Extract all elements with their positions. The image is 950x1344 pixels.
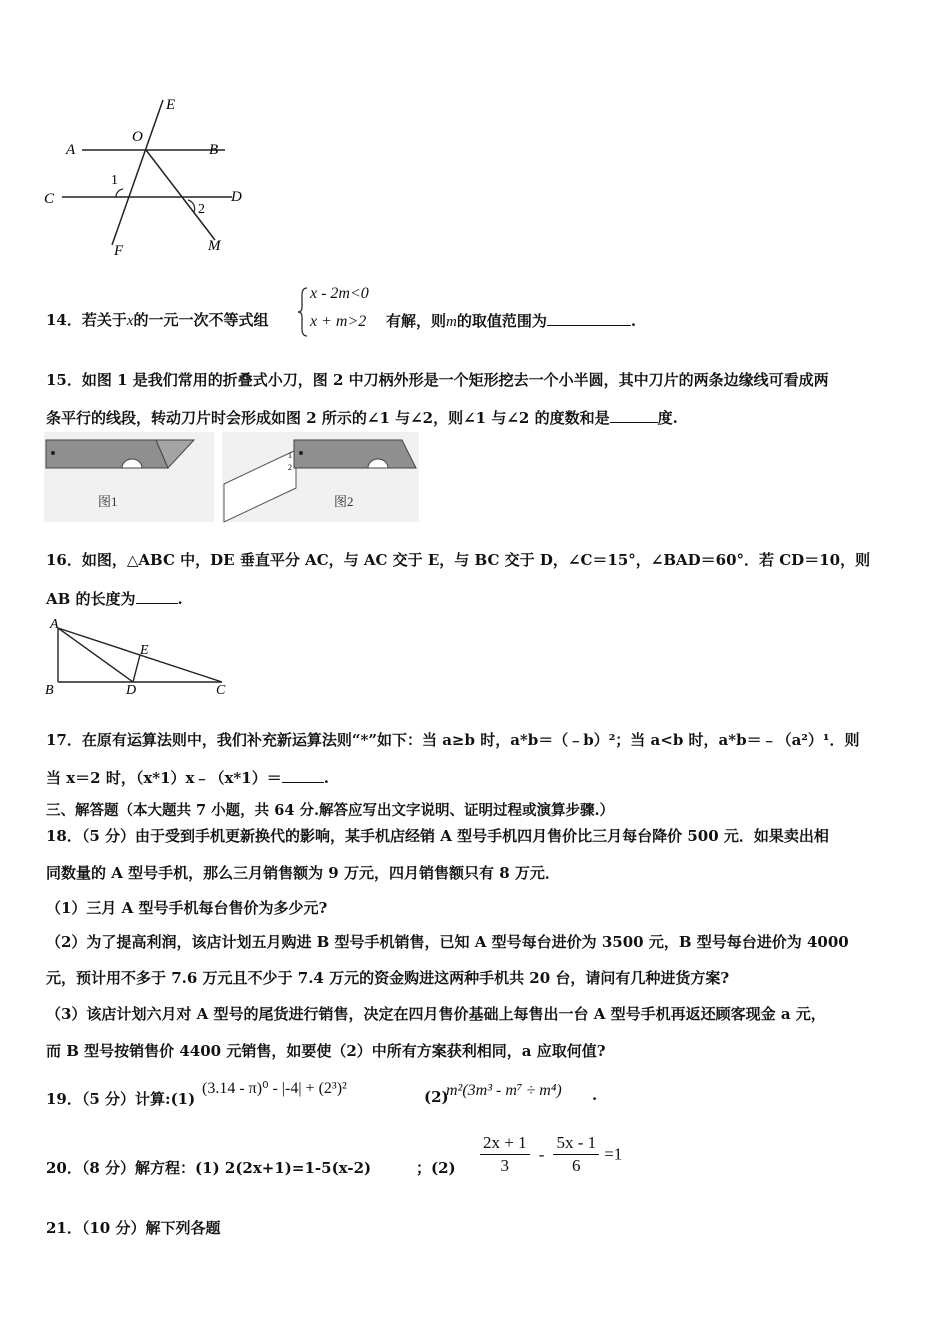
label-B: B (45, 683, 54, 698)
q17-answer-blank[interactable] (282, 766, 324, 783)
label-O: O (132, 129, 143, 145)
q19-prefix: 19．（5 分）计算:(1) (46, 1090, 196, 1108)
q14-var-m: m (446, 314, 457, 330)
q15-answer-blank[interactable] (610, 406, 658, 423)
q18-line-1: 18．（5 分）由于受到手机更新换代的影响，某手机店经销 A 型号手机四月售价比三月每台降价 500 元．如果卖出相 (46, 827, 829, 845)
label-D: D (231, 189, 242, 205)
q17-line-2-text: 当 x＝2 时，（x*1）x﹣（x*1）＝ (46, 769, 282, 787)
q18-part-1: （1）三月 A 型号手机每台售价为多少元? (46, 899, 328, 917)
line-EF (112, 100, 163, 245)
q16-line-2 (46, 587, 183, 610)
label-E: E (140, 643, 149, 658)
q14-mid: 的一元一次不等式组 (133, 311, 269, 329)
q15-line-2-end: 度. (657, 409, 678, 427)
q18-part-3-line-2: 而 B 型号按销售价 4400 元销售，如要使（2）中所有方案获利相同，a 应取何值? (46, 1042, 606, 1060)
q19-end: . (592, 1086, 598, 1104)
q17-line-2 (46, 766, 329, 789)
angle-1-label: 1 (288, 451, 292, 460)
q16-answer-blank[interactable] (136, 587, 178, 604)
label-F: F (114, 243, 124, 259)
q14-suffix: 的取值范围为 (456, 312, 547, 330)
question-20 (46, 1132, 906, 1184)
label-2: 2 (198, 202, 205, 217)
label-D: D (126, 683, 137, 698)
q20-separator: ；(2) (416, 1159, 456, 1177)
label-1: 1 (111, 173, 118, 188)
question-14 (46, 283, 906, 339)
question-19 (46, 1076, 906, 1110)
segment-DE (133, 655, 140, 682)
q14-var-x: x (126, 313, 134, 329)
knife-figures (44, 432, 419, 524)
parallel-lines-figure (40, 95, 260, 260)
q14-end: . (630, 312, 637, 330)
fraction-2-denominator: 6 (572, 1156, 581, 1175)
q16-line-2-end: . (177, 590, 183, 608)
label-C: C (216, 683, 226, 698)
label-A: A (66, 142, 76, 158)
fraction-2-numerator: 5x - 1 (553, 1132, 599, 1155)
q18-part-2-line-2: 元，预计用不多于 7.6 万元且不少于 7.4 万元的资金购进这两种手机共 20 台，请问有几种进货方案? (46, 969, 730, 987)
fraction-1-denominator: 3 (500, 1156, 510, 1175)
label-B: B (209, 142, 219, 158)
label-A: A (50, 617, 59, 632)
fraction-1-numerator: 2x + 1 (480, 1132, 530, 1155)
q15-line-2-text: 条平行的线段，转动刀片时会形成如图 2 所示的∠1 与∠2，则∠1 与∠2 的度数和是 (46, 409, 610, 427)
figure-1-label: 图1 (98, 494, 118, 509)
q15-line-2 (46, 406, 678, 429)
q18-part-3-line-1: （3）该店计划六月对 A 型号的尾货进行销售，决定在四月售价基础上每售出一台 A 型号手机再返还顾客现金 a 元， (46, 1005, 826, 1023)
q16-line-1: 16．如图，△ABC 中，DE 垂直平分 AC，与 AC 交于 E，与 BC 交于 D，∠C＝15°，∠BAD＝60°．若 CD＝10，则 (46, 551, 871, 569)
angle-1-arc (116, 189, 123, 197)
q18-part-2-line-1: （2）为了提高利润，该店计划五月购进 B 型号手机销售，已知 A 型号每台进价为 3500 元，B 型号每台进价为 4000 (46, 933, 849, 951)
rivet-fig2 (299, 451, 303, 455)
q20-rhs: =1 (604, 1144, 623, 1164)
fraction-2 (553, 1132, 599, 1177)
system-brace (298, 287, 308, 337)
q14-inequality-2: x + m>2 (310, 313, 367, 330)
label-C: C (44, 191, 55, 207)
q18-line-2: 同数量的 A 型号手机，那么三月销售额为 9 万元，四月销售额只有 8 万元． (46, 864, 560, 882)
q14-after: 有解，则 (386, 312, 447, 330)
triangle-figure (40, 614, 240, 700)
q19-part-2: (2) (424, 1088, 449, 1106)
label-E: E (166, 97, 176, 113)
q20-minus: - (538, 1144, 545, 1164)
knife-handle-fig2 (294, 440, 416, 468)
fraction-1 (480, 1132, 530, 1177)
q14-inequality-1: x - 2m<0 (310, 285, 369, 302)
q20-prefix: 20．（8 分）解方程：(1) 2(2x+1)=1-5(x-2) (46, 1159, 372, 1177)
q15-line-1: 15．如图 1 是我们常用的折叠式小刀，图 2 中刀柄外形是一个矩形挖去一个小半圆，其中刀片的两条边缘线可看成两 (46, 371, 829, 389)
q14-answer-blank[interactable] (547, 309, 631, 326)
q21-title: 21．（10 分）解下列各题 (46, 1219, 221, 1237)
q14-prefix: 14．若关于 (46, 311, 127, 329)
label-M: M (208, 238, 221, 254)
q16-line-2-text: AB 的长度为 (46, 590, 136, 608)
figure-2-label: 图2 (334, 494, 354, 509)
knife-handle-fig1 (46, 440, 168, 468)
q19-expression-1: (3.14 - π)⁰ - |-4| + (2³)² (202, 1080, 347, 1097)
segment-AD (58, 628, 133, 682)
section-3-title: 三、解答题（本大题共 7 小题，共 64 分.解答应写出文字说明、证明过程或演算步骤.） (46, 802, 615, 819)
q17-line-1: 17．在原有运算法则中，我们补充新运算法则“*”如下：当 a≥b 时，a*b＝（﹣b）²；当 a<b 时，a*b＝﹣（a²）¹．则 (46, 731, 860, 749)
q19-expression-2: m²(3m³ - m⁷ ÷ m⁴) (446, 1082, 562, 1099)
q17-line-2-end: . (323, 769, 329, 787)
angle-2-label: 2 (288, 463, 292, 472)
line-OM (146, 150, 215, 240)
rivet-fig1 (51, 451, 55, 455)
